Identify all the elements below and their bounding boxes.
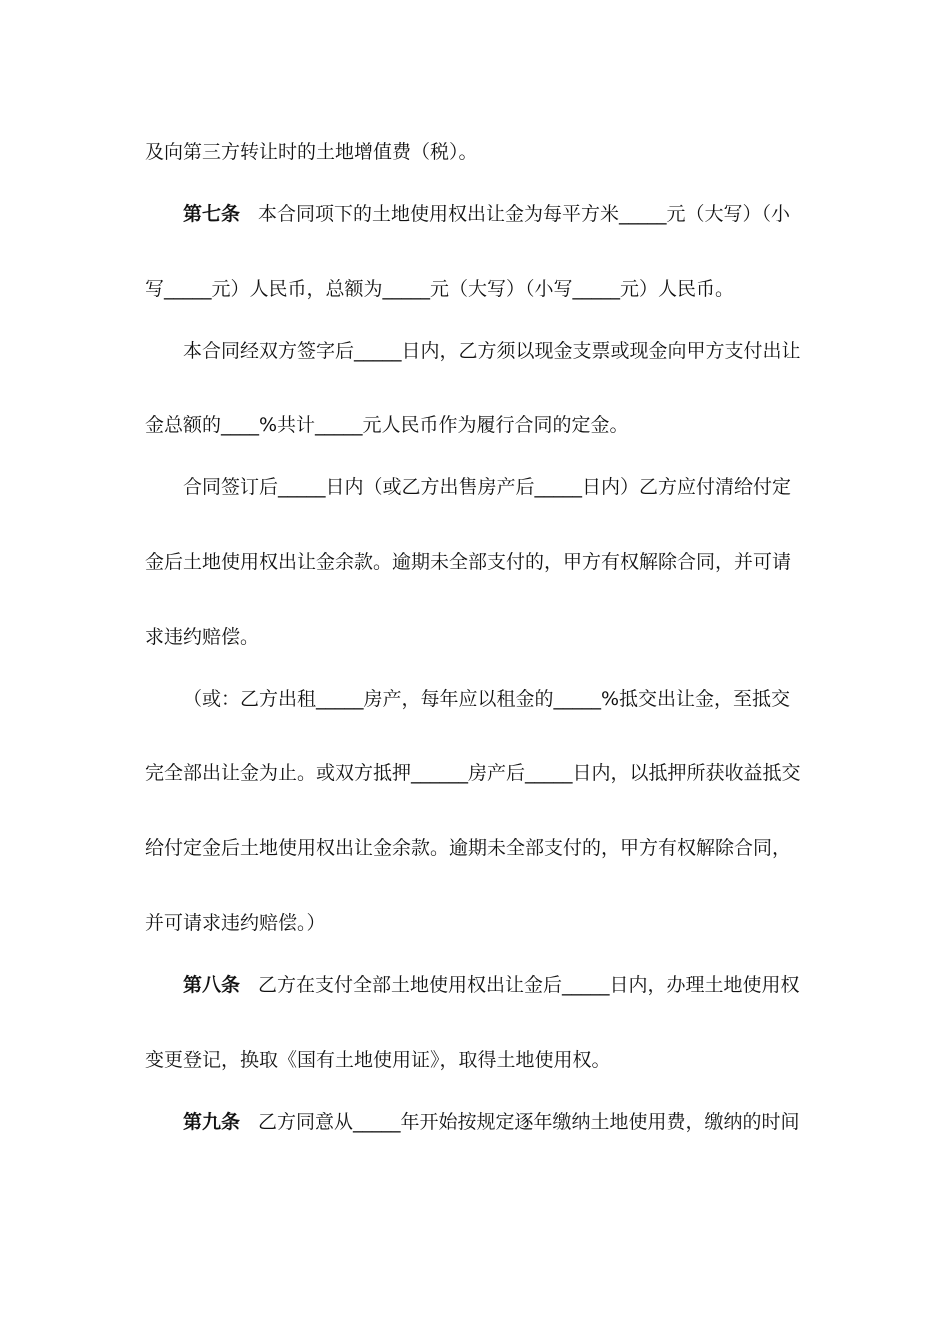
article-9-paragraph [183,1109,810,1135]
text-line [145,624,810,650]
article-heading: 第八条 [183,974,241,996]
article-8-paragraph [183,972,810,998]
line-text: 写_____元）人民币，总额为_____元（大写）（小写_____元）人民币。 [145,278,735,300]
line-text: 金总额的____%共计_____元人民币作为履行合同的定金。 [145,414,629,436]
article-heading: 第九条 [183,1111,241,1133]
paragraph-balance [183,474,810,500]
text-line [145,139,810,165]
text-line [145,760,810,786]
line-text: 给付定金后土地使用权出让金余款。逾期未全部支付的，甲方有权解除合同， [145,837,792,859]
text-line [145,276,810,302]
line-text: 金后土地使用权出让金余款。逾期未全部支付的，甲方有权解除合同，并可请 [145,551,792,573]
article-7-paragraph [183,201,810,227]
text-line [145,1047,810,1073]
line-text: 求违约赔偿。 [145,626,260,648]
line-text: 完全部出让金为止。或双方抵押______房产后_____日内，以抵押所获收益抵交 [145,762,801,784]
line-text: 本合同经双方签字后_____日内，乙方须以现金支票或现金向甲方支付出让 [183,340,801,362]
line-text: 乙方同意从_____年开始按规定逐年缴纳土地使用费，缴纳的时间 [258,1111,800,1133]
line-text: 及向第三方转让时的土地增值费（税）。 [145,141,478,163]
text-line [145,835,810,861]
paragraph-deposit [183,338,810,364]
text-line [145,549,810,575]
line-text: 本合同项下的土地使用权出让金为每平方米_____元（大写）（小 [258,203,791,225]
line-text: 合同签订后_____日内（或乙方出售房产后_____日内）乙方应付清给付定 [183,476,792,498]
line-text: （或：乙方出租_____房产，每年应以租金的_____%抵交出让金，至抵交 [183,688,791,710]
article-heading: 第七条 [183,203,241,225]
line-text: 变更登记，换取《国有土地使用证》，取得土地使用权。 [145,1049,611,1071]
text-line [145,910,810,936]
line-text: 乙方在支付全部土地使用权出让金后_____日内，办理土地使用权 [258,974,800,996]
line-text: 并可请求违约赔偿。） [145,912,326,934]
paragraph-alternative [183,686,810,712]
text-line [145,412,810,438]
